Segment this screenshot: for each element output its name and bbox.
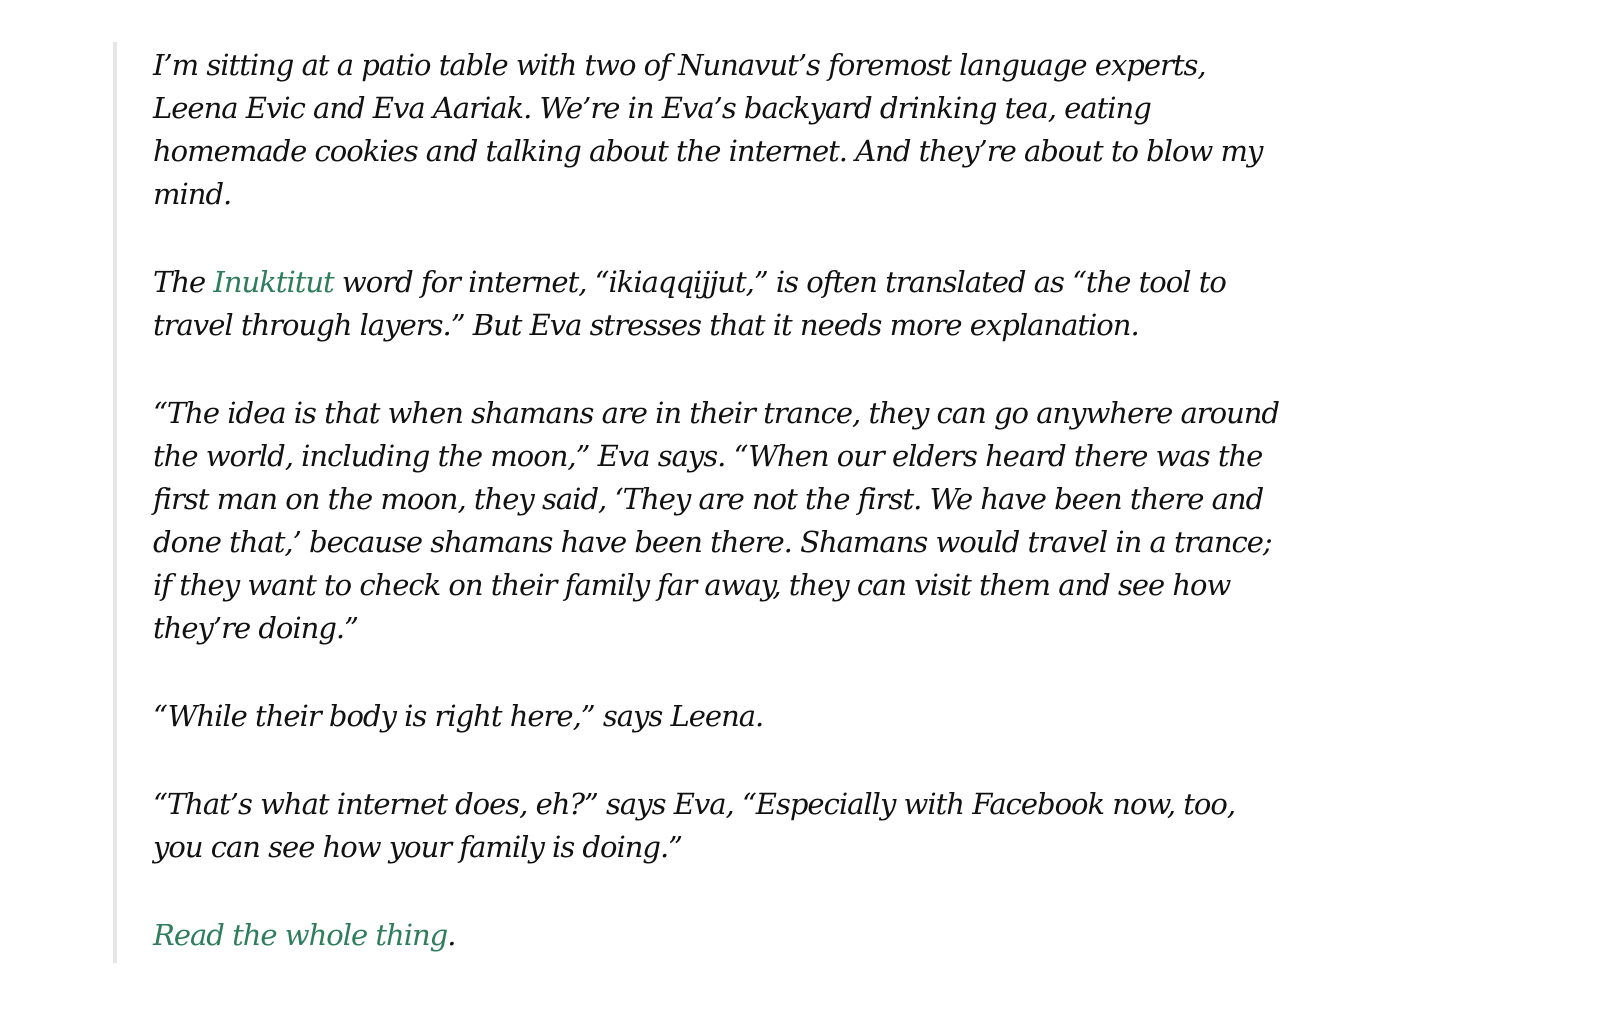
quote-paragraph-leena: “While their body is right here,” says Leena. bbox=[153, 699, 764, 733]
quote-paragraph-intro: I’m sitting at a patio table with two of Nunavut’s foremost language experts, Leena Evic and Eva Aariak. We’re in Eva’s backyard drinking tea, eating homemade cookies and talking about the internet. And they’re about to blow my mind. bbox=[153, 48, 1263, 211]
text-fragment: The bbox=[153, 265, 214, 299]
quote-paragraph-read-more bbox=[153, 914, 1283, 957]
text-fragment: . bbox=[447, 918, 456, 952]
inuktitut-link[interactable]: Inuktitut bbox=[213, 265, 334, 299]
read-whole-thing-link[interactable]: Read the whole thing bbox=[153, 918, 448, 952]
article-blockquote bbox=[113, 42, 1280, 963]
quote-paragraph-shamans: “The idea is that when shamans are in their trance, they can go anywhere around the world, including the moon,” Eva says. “When our elders heard there was the first man on the moon, they said, ‘They are not the first. We have been there and done that,’ because shamans have been there. Shamans would travel in a trance; if they want to check on their family far away, they can visit them and see how they’re doing.” bbox=[153, 396, 1280, 645]
quote-paragraph-eva: “That’s what internet does, eh?” says Eva, “Especially with Facebook now, too, you can see how your family is doing.” bbox=[153, 787, 1236, 864]
quote-paragraph-inuktitut bbox=[153, 261, 1283, 347]
text-fragment: word for internet, “ikiaqqijjut,” is often translated as “the tool to travel through layers.” But Eva stresses that it needs more explanation. bbox=[153, 265, 1226, 342]
